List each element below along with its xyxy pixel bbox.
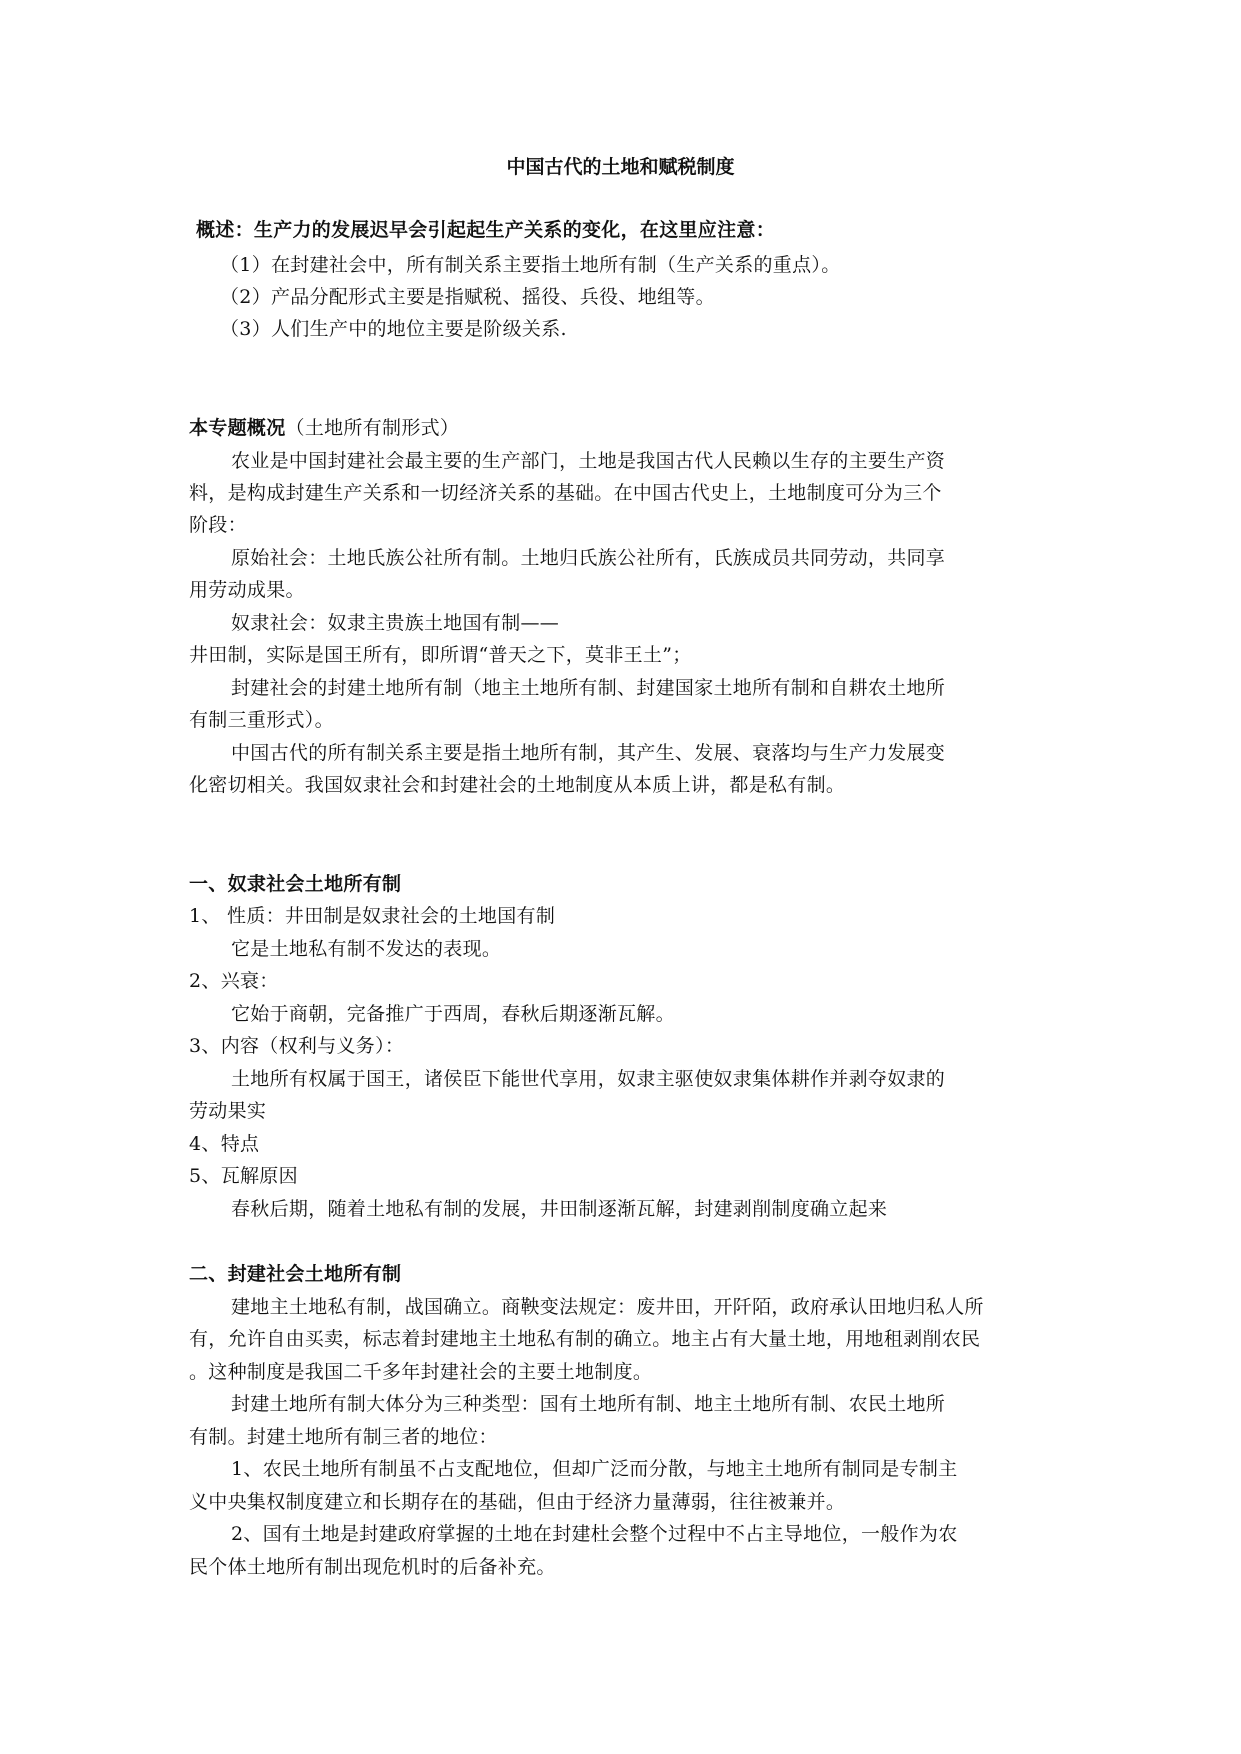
topic-line: 中国古代的所有制关系主要是指土地所有制，其产生、发展、衰落均与生产力发展变 [231,742,946,764]
overview-heading: 概述：生产力的发展迟早会引起起生产关系的变化，在这里应注意： [196,219,776,241]
section1-line: 土地所有权属于国王，诸侯臣下能世代享用，奴隶主驱使奴隶集体耕作并剥夺奴隶的 [231,1068,946,1090]
section2-line: 。这种制度是我国二千多年封建社会的主要土地制度。 [189,1361,653,1383]
topic-heading-rest: （土地所有制形式） [285,417,460,439]
topic-line: 农业是中国封建社会最主要的生产部门，土地是我国古代人民赖以生存的主要生产资 [231,450,946,472]
topic-line: 井田制，实际是国王所有，即所谓“普天之下，莫非王土”； [189,644,692,666]
section2-heading: 二、封建社会土地所有制 [189,1263,402,1285]
section2-line: 有，允许自由买卖，标志着封建地主土地私有制的确立。地主占有大量土地，用地租剥削农民 [189,1328,981,1350]
overview-item-1: （1）在封建社会中，所有制关系主要指土地所有制（生产关系的重点）。 [220,254,841,276]
overview-item-3: （3）人们生产中的地位主要是阶级关系. [220,318,567,340]
topic-line: 料，是构成封建生产关系和一切经济关系的基础。在中国古代史上，土地制度可分为三个 [189,482,942,504]
section2-line: 2、国有土地是封建政府掌握的土地在封建杜会整个过程中不占主导地位，一般作为农 [231,1523,958,1545]
topic-line: 化密切相关。我国奴隶社会和封建社会的土地制度从本质上讲，都是私有制。 [189,774,846,796]
section1-line: 春秋后期，随着土地私有制的发展，井田制逐渐瓦解，封建剥削制度确立起来 [231,1198,888,1220]
section2-line: 1、农民土地所有制虽不占支配地位，但却广泛而分散，与地主土地所有制同是专制主 [231,1458,958,1480]
topic-line: 奴隶社会：奴隶主贵族土地国有制—— [231,612,560,634]
section1-line: 3、内容（权利与义务）： [189,1035,405,1057]
section2-line: 有制。封建土地所有制三者的地位： [189,1426,498,1448]
section1-heading: 一、奴隶社会土地所有制 [189,873,402,895]
topic-line: 有制三重形式）。 [189,709,334,731]
section2-line: 民个体土地所有制出现危机时的后备补充。 [189,1556,556,1578]
section1-line: 5、瓦解原因 [189,1165,298,1187]
topic-heading-bold: 本专题概况 [189,417,286,439]
topic-line: 原始社会：土地氏族公社所有制。土地归氏族公社所有，氏族成员共同劳动，共同享 [231,547,946,569]
section1-line: 劳动果实 [189,1100,267,1122]
section1-line: 2、兴衰： [189,970,279,992]
document-title: 中国古代的土地和赋税制度 [506,156,735,178]
topic-line: 阶段： [189,514,247,536]
section2-line: 封建土地所有制大体分为三种类型：国有土地所有制、地主土地所有制、农民土地所 [231,1393,946,1415]
section1-line: 4、特点 [189,1133,260,1155]
section2-line: 义中央集权制度建立和长期存在的基础，但由于经济力量薄弱，往往被兼并。 [189,1491,846,1513]
topic-heading [189,412,1059,444]
section1-line: 它始于商朝，完备推广于西周，春秋后期逐渐瓦解。 [231,1003,675,1025]
section1-line: 1、 性质：井田制是奴隶社会的土地国有制 [189,905,556,927]
topic-line: 封建社会的封建土地所有制（地主土地所有制、封建国家土地所有制和自耕农土地所 [231,677,946,699]
section1-line: 它是土地私有制不发达的表现。 [231,938,502,960]
topic-line: 用劳动成果。 [189,579,305,601]
section2-line: 建地主土地私有制，战国确立。商鞅变法规定：废井田，开阡陌，政府承认田地归私人所 [231,1296,984,1318]
overview-item-2: （2）产品分配形式主要是指赋税、摇役、兵役、地组等。 [220,286,715,308]
